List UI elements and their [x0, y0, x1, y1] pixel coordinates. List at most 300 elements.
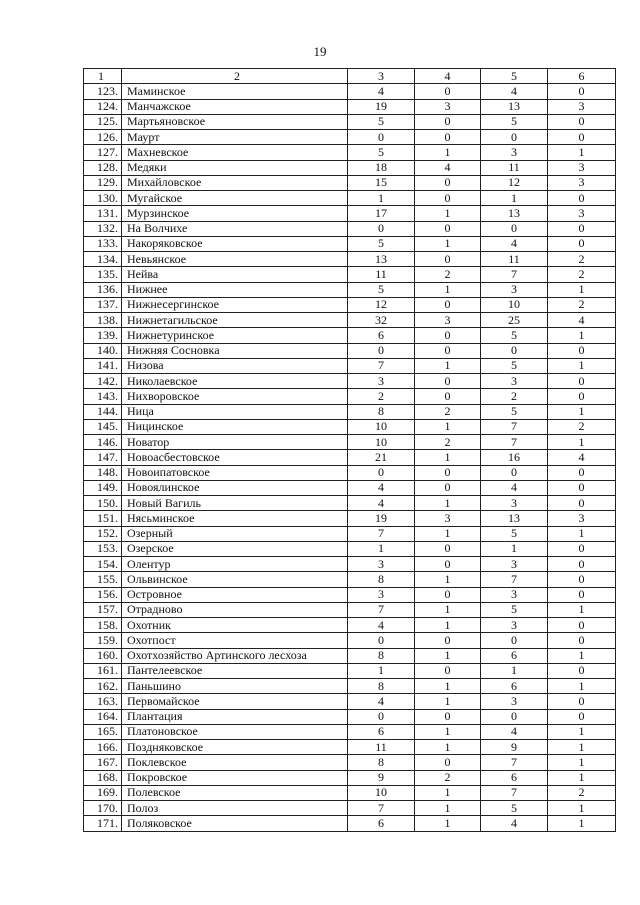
- value-cell-6: 0: [548, 572, 616, 587]
- name-cell: Полоз: [122, 801, 348, 816]
- value-cell-4: 0: [415, 221, 481, 236]
- value-cell-5: 7: [481, 419, 548, 434]
- row-number-cell: 133.: [84, 236, 122, 251]
- value-cell-4: 0: [415, 633, 481, 648]
- value-cell-3: 5: [348, 145, 415, 160]
- value-cell-6: 3: [548, 175, 616, 190]
- value-cell-6: 1: [548, 755, 616, 770]
- name-cell: Охотник: [122, 618, 348, 633]
- table-row: [84, 313, 616, 328]
- value-cell-6: 1: [548, 328, 616, 343]
- value-cell-3: 0: [348, 130, 415, 145]
- value-cell-6: 0: [548, 709, 616, 724]
- name-cell: Пантелеевское: [122, 663, 348, 678]
- table-row: [84, 221, 616, 236]
- value-cell-4: 1: [415, 450, 481, 465]
- table-row: [84, 130, 616, 145]
- value-cell-5: 1: [481, 541, 548, 556]
- value-cell-5: 6: [481, 770, 548, 785]
- name-cell: Охотхозяйство Артинского лесхоза: [122, 648, 348, 663]
- value-cell-4: 0: [415, 114, 481, 129]
- value-cell-3: 5: [348, 114, 415, 129]
- value-cell-3: 8: [348, 755, 415, 770]
- value-cell-5: 2: [481, 389, 548, 404]
- value-cell-3: 4: [348, 84, 415, 99]
- value-cell-4: 2: [415, 770, 481, 785]
- value-cell-4: 0: [415, 297, 481, 312]
- row-number-cell: 155.: [84, 572, 122, 587]
- table-row: [84, 343, 616, 358]
- row-number-cell: 152.: [84, 526, 122, 541]
- value-cell-5: 5: [481, 114, 548, 129]
- table-row: [84, 709, 616, 724]
- table-row: [84, 297, 616, 312]
- value-cell-5: 13: [481, 206, 548, 221]
- value-cell-6: 0: [548, 480, 616, 495]
- header-cell: 3: [348, 69, 415, 84]
- value-cell-6: 3: [548, 511, 616, 526]
- row-number-cell: 156.: [84, 587, 122, 602]
- value-cell-3: 32: [348, 313, 415, 328]
- value-cell-4: 0: [415, 557, 481, 572]
- value-cell-5: 5: [481, 358, 548, 373]
- name-cell: Покровское: [122, 770, 348, 785]
- value-cell-5: 4: [481, 724, 548, 739]
- name-cell: Ницинское: [122, 419, 348, 434]
- header-cell: 2: [122, 69, 348, 84]
- name-cell: Нясьминское: [122, 511, 348, 526]
- value-cell-6: 0: [548, 343, 616, 358]
- value-cell-6: 1: [548, 801, 616, 816]
- table-row: [84, 740, 616, 755]
- row-number-cell: 144.: [84, 404, 122, 419]
- row-number-cell: 145.: [84, 419, 122, 434]
- value-cell-5: 6: [481, 679, 548, 694]
- value-cell-4: 0: [415, 709, 481, 724]
- row-number-cell: 123.: [84, 84, 122, 99]
- table-row: [84, 404, 616, 419]
- name-cell: Островное: [122, 587, 348, 602]
- value-cell-3: 11: [348, 740, 415, 755]
- value-cell-3: 18: [348, 160, 415, 175]
- name-cell: Первомайское: [122, 694, 348, 709]
- row-number-cell: 164.: [84, 709, 122, 724]
- name-cell: Отрадново: [122, 602, 348, 617]
- value-cell-5: 13: [481, 99, 548, 114]
- value-cell-6: 0: [548, 557, 616, 572]
- value-cell-3: 7: [348, 358, 415, 373]
- name-cell: Маминское: [122, 84, 348, 99]
- data-table: [83, 68, 616, 832]
- value-cell-4: 0: [415, 541, 481, 556]
- value-cell-6: 2: [548, 267, 616, 282]
- value-cell-4: 1: [415, 816, 481, 831]
- value-cell-3: 8: [348, 648, 415, 663]
- value-cell-3: 2: [348, 389, 415, 404]
- value-cell-4: 1: [415, 740, 481, 755]
- table-row: [84, 145, 616, 160]
- value-cell-5: 3: [481, 618, 548, 633]
- name-cell: Озерское: [122, 541, 348, 556]
- value-cell-4: 2: [415, 435, 481, 450]
- value-cell-5: 4: [481, 816, 548, 831]
- value-cell-4: 0: [415, 328, 481, 343]
- value-cell-3: 5: [348, 282, 415, 297]
- value-cell-6: 1: [548, 435, 616, 450]
- name-cell: Новоялинское: [122, 480, 348, 495]
- value-cell-4: 0: [415, 755, 481, 770]
- value-cell-4: 3: [415, 511, 481, 526]
- value-cell-5: 0: [481, 221, 548, 236]
- table-row: [84, 557, 616, 572]
- name-cell: Платоновское: [122, 724, 348, 739]
- value-cell-6: 0: [548, 191, 616, 206]
- row-number-cell: 140.: [84, 343, 122, 358]
- value-cell-4: 0: [415, 587, 481, 602]
- value-cell-4: 4: [415, 160, 481, 175]
- value-cell-3: 1: [348, 191, 415, 206]
- name-cell: Нижнетуринское: [122, 328, 348, 343]
- value-cell-4: 0: [415, 343, 481, 358]
- value-cell-3: 8: [348, 572, 415, 587]
- value-cell-6: 1: [548, 648, 616, 663]
- row-number-cell: 151.: [84, 511, 122, 526]
- value-cell-3: 6: [348, 724, 415, 739]
- value-cell-4: 0: [415, 480, 481, 495]
- name-cell: Медяки: [122, 160, 348, 175]
- name-cell: Ница: [122, 404, 348, 419]
- value-cell-5: 7: [481, 755, 548, 770]
- value-cell-3: 11: [348, 267, 415, 282]
- row-number-cell: 139.: [84, 328, 122, 343]
- value-cell-3: 6: [348, 328, 415, 343]
- table-row: [84, 282, 616, 297]
- value-cell-5: 9: [481, 740, 548, 755]
- value-cell-3: 3: [348, 587, 415, 602]
- value-cell-6: 0: [548, 663, 616, 678]
- value-cell-3: 1: [348, 541, 415, 556]
- name-cell: Новоипатовское: [122, 465, 348, 480]
- table-row: [84, 602, 616, 617]
- value-cell-3: 12: [348, 297, 415, 312]
- row-number-cell: 161.: [84, 663, 122, 678]
- value-cell-6: 0: [548, 130, 616, 145]
- name-cell: Манчажское: [122, 99, 348, 114]
- value-cell-4: 0: [415, 465, 481, 480]
- name-cell: Маурт: [122, 130, 348, 145]
- value-cell-4: 1: [415, 801, 481, 816]
- header-cell: 4: [415, 69, 481, 84]
- value-cell-6: 1: [548, 724, 616, 739]
- table-row: [84, 160, 616, 175]
- value-cell-6: 1: [548, 770, 616, 785]
- table-row: [84, 496, 616, 511]
- value-cell-6: 1: [548, 526, 616, 541]
- row-number-cell: 157.: [84, 602, 122, 617]
- row-number-cell: 153.: [84, 541, 122, 556]
- value-cell-3: 5: [348, 236, 415, 251]
- name-cell: Поляковское: [122, 816, 348, 831]
- value-cell-3: 10: [348, 785, 415, 800]
- value-cell-3: 8: [348, 404, 415, 419]
- row-number-cell: 148.: [84, 465, 122, 480]
- value-cell-6: 3: [548, 206, 616, 221]
- name-cell: Мугайское: [122, 191, 348, 206]
- name-cell: На Волчихе: [122, 221, 348, 236]
- name-cell: Паньшино: [122, 679, 348, 694]
- value-cell-5: 11: [481, 252, 548, 267]
- row-number-cell: 149.: [84, 480, 122, 495]
- table-row: [84, 175, 616, 190]
- table-row: [84, 358, 616, 373]
- row-number-cell: 162.: [84, 679, 122, 694]
- value-cell-4: 1: [415, 358, 481, 373]
- name-cell: Новоасбестовское: [122, 450, 348, 465]
- value-cell-3: 9: [348, 770, 415, 785]
- value-cell-6: 1: [548, 404, 616, 419]
- value-cell-5: 1: [481, 663, 548, 678]
- value-cell-4: 1: [415, 679, 481, 694]
- value-cell-3: 4: [348, 694, 415, 709]
- value-cell-4: 3: [415, 99, 481, 114]
- table-row: [84, 419, 616, 434]
- value-cell-4: 1: [415, 785, 481, 800]
- value-cell-6: 0: [548, 374, 616, 389]
- value-cell-5: 3: [481, 496, 548, 511]
- name-cell: Невьянское: [122, 252, 348, 267]
- row-number-cell: 166.: [84, 740, 122, 755]
- name-cell: Михайловское: [122, 175, 348, 190]
- value-cell-5: 13: [481, 511, 548, 526]
- value-cell-4: 3: [415, 313, 481, 328]
- row-number-cell: 142.: [84, 374, 122, 389]
- value-cell-6: 2: [548, 252, 616, 267]
- value-cell-6: 3: [548, 99, 616, 114]
- value-cell-6: 1: [548, 740, 616, 755]
- value-cell-6: 1: [548, 816, 616, 831]
- value-cell-4: 0: [415, 389, 481, 404]
- table-row: [84, 526, 616, 541]
- value-cell-5: 5: [481, 404, 548, 419]
- value-cell-3: 10: [348, 435, 415, 450]
- name-cell: Низова: [122, 358, 348, 373]
- value-cell-3: 4: [348, 496, 415, 511]
- value-cell-5: 4: [481, 236, 548, 251]
- value-cell-4: 1: [415, 602, 481, 617]
- table-row: [84, 236, 616, 251]
- value-cell-6: 1: [548, 602, 616, 617]
- value-cell-6: 1: [548, 282, 616, 297]
- row-number-cell: 143.: [84, 389, 122, 404]
- table-row: [84, 191, 616, 206]
- value-cell-4: 1: [415, 145, 481, 160]
- table-row: [84, 267, 616, 282]
- table-row: [84, 84, 616, 99]
- value-cell-6: 0: [548, 496, 616, 511]
- value-cell-5: 4: [481, 480, 548, 495]
- value-cell-5: 5: [481, 526, 548, 541]
- value-cell-6: 1: [548, 358, 616, 373]
- row-number-cell: 131.: [84, 206, 122, 221]
- value-cell-3: 4: [348, 618, 415, 633]
- value-cell-4: 1: [415, 526, 481, 541]
- value-cell-4: 0: [415, 191, 481, 206]
- value-cell-6: 0: [548, 633, 616, 648]
- value-cell-5: 4: [481, 84, 548, 99]
- table-row: [84, 450, 616, 465]
- table-row: [84, 206, 616, 221]
- value-cell-6: 1: [548, 145, 616, 160]
- value-cell-3: 8: [348, 679, 415, 694]
- table-row: [84, 648, 616, 663]
- value-cell-4: 0: [415, 175, 481, 190]
- value-cell-6: 0: [548, 694, 616, 709]
- name-cell: Мурзинское: [122, 206, 348, 221]
- row-number-cell: 169.: [84, 785, 122, 800]
- value-cell-6: 0: [548, 618, 616, 633]
- table-row: [84, 389, 616, 404]
- value-cell-6: 2: [548, 297, 616, 312]
- table-row: [84, 114, 616, 129]
- table-row: [84, 328, 616, 343]
- table-row: [84, 770, 616, 785]
- value-cell-5: 3: [481, 694, 548, 709]
- value-cell-5: 3: [481, 145, 548, 160]
- value-cell-6: 1: [548, 679, 616, 694]
- name-cell: Нейва: [122, 267, 348, 282]
- table-row: [84, 633, 616, 648]
- value-cell-3: 4: [348, 480, 415, 495]
- name-cell: Мартьяновское: [122, 114, 348, 129]
- value-cell-6: 3: [548, 160, 616, 175]
- row-number-cell: 154.: [84, 557, 122, 572]
- name-cell: Накоряковское: [122, 236, 348, 251]
- table-row: [84, 511, 616, 526]
- table-row: [84, 435, 616, 450]
- value-cell-5: 0: [481, 709, 548, 724]
- value-cell-4: 1: [415, 282, 481, 297]
- name-cell: Озерный: [122, 526, 348, 541]
- table-row: [84, 572, 616, 587]
- value-cell-5: 3: [481, 587, 548, 602]
- row-number-cell: 158.: [84, 618, 122, 633]
- value-cell-6: 0: [548, 114, 616, 129]
- value-cell-3: 7: [348, 526, 415, 541]
- header-cell: 5: [481, 69, 548, 84]
- value-cell-5: 5: [481, 328, 548, 343]
- table-row: [84, 816, 616, 831]
- value-cell-6: 2: [548, 785, 616, 800]
- value-cell-6: 0: [548, 587, 616, 602]
- table-row: [84, 679, 616, 694]
- name-cell: Ольвинское: [122, 572, 348, 587]
- row-number-cell: 124.: [84, 99, 122, 114]
- row-number-cell: 136.: [84, 282, 122, 297]
- row-number-cell: 141.: [84, 358, 122, 373]
- row-number-cell: 132.: [84, 221, 122, 236]
- name-cell: Николаевское: [122, 374, 348, 389]
- value-cell-6: 0: [548, 389, 616, 404]
- value-cell-5: 0: [481, 633, 548, 648]
- value-cell-3: 15: [348, 175, 415, 190]
- name-cell: Поздняковское: [122, 740, 348, 755]
- row-number-cell: 171.: [84, 816, 122, 831]
- row-number-cell: 134.: [84, 252, 122, 267]
- row-number-cell: 129.: [84, 175, 122, 190]
- value-cell-4: 1: [415, 724, 481, 739]
- value-cell-3: 17: [348, 206, 415, 221]
- value-cell-5: 5: [481, 801, 548, 816]
- table-row: [84, 801, 616, 816]
- value-cell-3: 7: [348, 602, 415, 617]
- value-cell-3: 6: [348, 816, 415, 831]
- value-cell-5: 6: [481, 648, 548, 663]
- name-cell: Нихворовское: [122, 389, 348, 404]
- value-cell-3: 10: [348, 419, 415, 434]
- value-cell-5: 3: [481, 557, 548, 572]
- value-cell-4: 1: [415, 694, 481, 709]
- row-number-cell: 147.: [84, 450, 122, 465]
- value-cell-3: 21: [348, 450, 415, 465]
- value-cell-6: 2: [548, 419, 616, 434]
- value-cell-5: 7: [481, 572, 548, 587]
- header-cell: 1: [84, 69, 122, 84]
- row-number-cell: 127.: [84, 145, 122, 160]
- row-number-cell: 170.: [84, 801, 122, 816]
- row-number-cell: 126.: [84, 130, 122, 145]
- value-cell-5: 7: [481, 267, 548, 282]
- value-cell-3: 7: [348, 801, 415, 816]
- value-cell-5: 7: [481, 435, 548, 450]
- header-cell: 6: [548, 69, 616, 84]
- value-cell-4: 0: [415, 252, 481, 267]
- name-cell: Поклевское: [122, 755, 348, 770]
- name-cell: Махневское: [122, 145, 348, 160]
- row-number-cell: 160.: [84, 648, 122, 663]
- row-number-cell: 168.: [84, 770, 122, 785]
- table-row: [84, 465, 616, 480]
- row-number-cell: 138.: [84, 313, 122, 328]
- row-number-cell: 150.: [84, 496, 122, 511]
- row-number-cell: 159.: [84, 633, 122, 648]
- value-cell-4: 2: [415, 404, 481, 419]
- value-cell-4: 1: [415, 419, 481, 434]
- table-row: [84, 694, 616, 709]
- value-cell-6: 4: [548, 313, 616, 328]
- value-cell-4: 0: [415, 130, 481, 145]
- row-number-cell: 125.: [84, 114, 122, 129]
- row-number-cell: 130.: [84, 191, 122, 206]
- value-cell-4: 2: [415, 267, 481, 282]
- row-number-cell: 135.: [84, 267, 122, 282]
- value-cell-3: 3: [348, 557, 415, 572]
- value-cell-3: 19: [348, 511, 415, 526]
- value-cell-5: 3: [481, 374, 548, 389]
- value-cell-3: 0: [348, 709, 415, 724]
- value-cell-3: 13: [348, 252, 415, 267]
- value-cell-3: 3: [348, 374, 415, 389]
- value-cell-4: 0: [415, 663, 481, 678]
- value-cell-5: 11: [481, 160, 548, 175]
- table-row: [84, 785, 616, 800]
- value-cell-4: 0: [415, 374, 481, 389]
- name-cell: Нижнесергинское: [122, 297, 348, 312]
- value-cell-5: 16: [481, 450, 548, 465]
- value-cell-5: 1: [481, 191, 548, 206]
- table-row: [84, 724, 616, 739]
- value-cell-5: 0: [481, 465, 548, 480]
- value-cell-5: 0: [481, 130, 548, 145]
